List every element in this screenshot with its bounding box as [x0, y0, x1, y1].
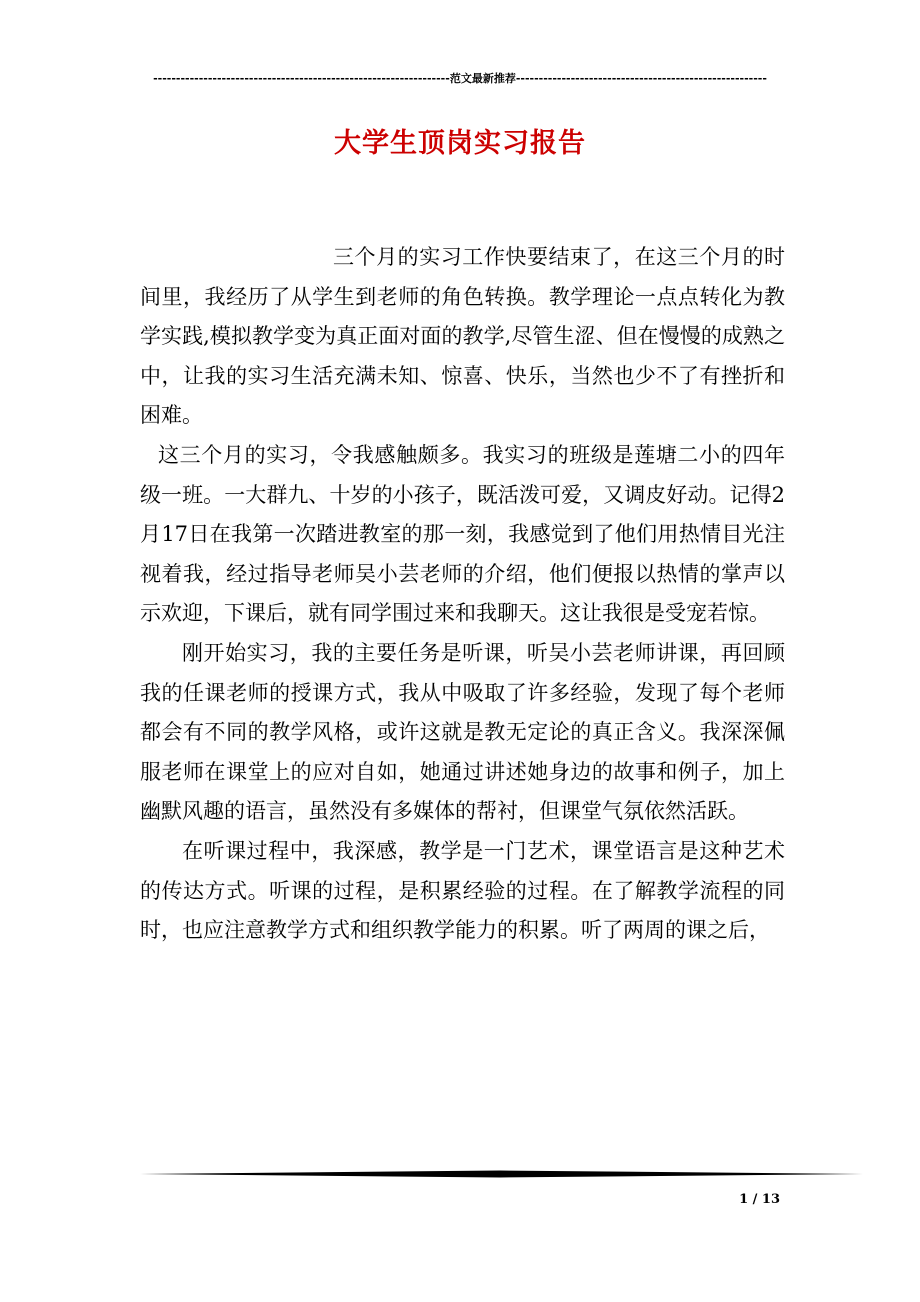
paragraph: 这三个月的实习，令我感触颇多。我实习的班级是莲塘二小的四年级一班。一大群九、十岁的小孩子，既活泼可爱，又调皮好动。记得2月17日在我第一次踏进教室的那一刻，我感觉到了他们用热情目光注视着我，经过指导老师吴小芸老师的介绍，他们便报以热情的掌声以示欢迎，下课后，就有同学围过来和我聊天。这让我很是受宠若惊。 — [140, 442, 785, 626]
page-number: 1 / 13 — [739, 1192, 780, 1207]
paragraph: 三个月的实习工作快要结束了，在这三个月的时间里，我经历了从学生到老师的角色转换。教学理论一点点转化为教学实践,模拟教学变为真正面对面的教学,尽管生涩、但在慢慢的成熟之中，让我的实习生活充满未知、惊喜、快乐，当然也少不了有挫折和困难。 — [140, 245, 785, 428]
footer-divider — [140, 1170, 863, 1178]
paragraph: 在听课过程中，我深感，教学是一门艺术，课堂语言是这种艺术的传达方式。听课的过程，是积累经验的过程。在了解教学流程的同时，也应注意教学方式和组织教学能力的积累。听了两周的课之后， — [140, 838, 785, 943]
page-header: -----------------------------------------------------------------范文最新推荐------------------------------------------------------- — [153, 72, 767, 85]
paragraph: 刚开始实习，我的主要任务是听课，听吴小芸老师讲课，再回顾我的任课老师的授课方式，我从中吸取了许多经验，发现了每个老师都会有不同的教学风格，或许这就是教无定论的真正含义。我深深佩服老师在课堂上的应对自如，她通过讲述她身边的故事和例子，加上幽默风趣的语言，虽然没有多媒体的帮衬，但课堂气氛依然活跃。 — [140, 640, 785, 824]
document-body — [140, 238, 785, 951]
document-title: 大学生顶岗实习报告 — [334, 128, 586, 159]
